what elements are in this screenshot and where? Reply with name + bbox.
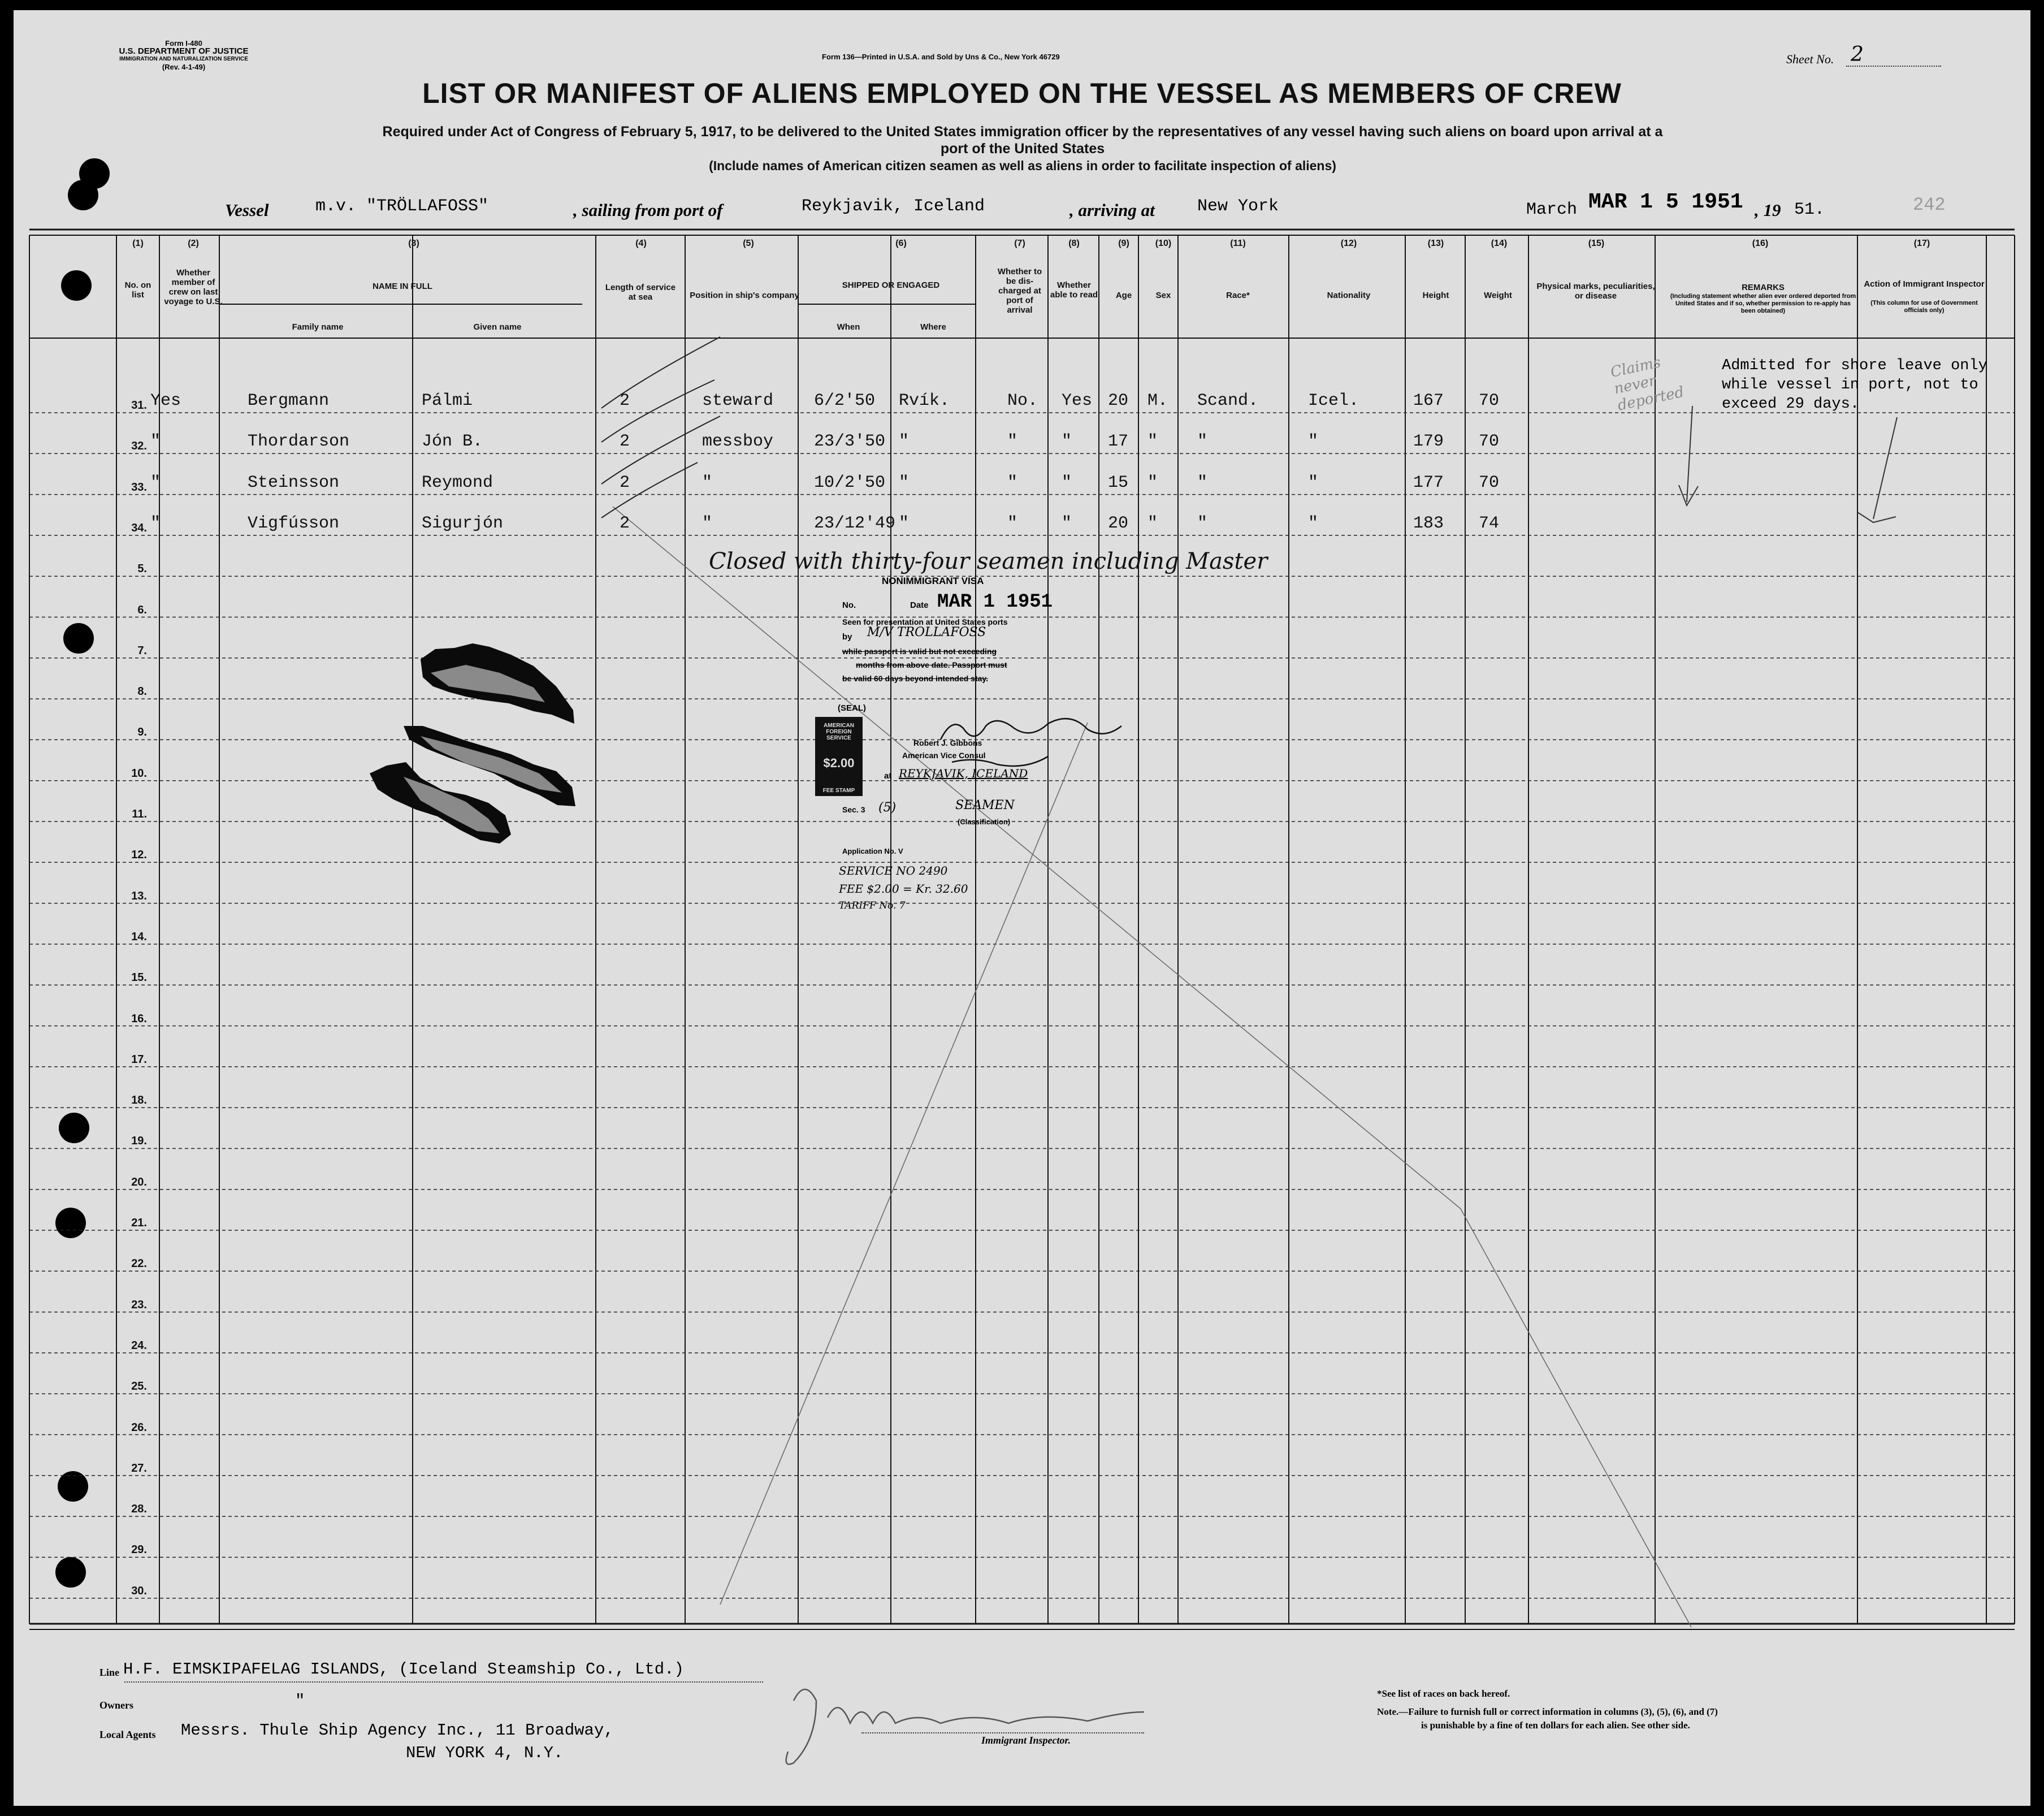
hdr-shipped-engaged: SHIPPED OR ENGAGED: [842, 280, 940, 290]
cell-given: Sigurjón: [422, 513, 504, 533]
row-number: 26.: [131, 1421, 147, 1434]
sheet-no: 2: [1851, 43, 1864, 66]
cell-when: 23/3'50: [814, 432, 886, 452]
col-num-2: (2): [188, 239, 199, 248]
visa-fee: FEE $2.00 = Kr. 32.60: [839, 882, 968, 896]
row-number: 16.: [131, 1012, 147, 1025]
cell-discharged: No.: [1007, 391, 1038, 410]
cell-member: ": [150, 473, 161, 492]
col-num-13: (13): [1427, 239, 1444, 248]
row-number: 27.: [131, 1462, 147, 1475]
cell-race: ": [1197, 432, 1208, 452]
visa-sec-label: Sec. 3: [842, 805, 865, 814]
hdr-member-last-voyage: Whether member of crew on last voyage to U.S.: [164, 268, 223, 306]
cell-length: 2: [620, 513, 630, 533]
fee-stamp-top: AMERICAN FOREIGN SERVICE: [824, 723, 854, 741]
visa-title: NONIMMIGRANT VISA: [882, 576, 984, 586]
hdr-family-name: Family name: [292, 322, 344, 332]
form-id: Form I-480: [165, 39, 202, 47]
visa-class-label: (Classification): [958, 818, 1011, 826]
cell-sex: ": [1147, 513, 1158, 533]
cell-race: ": [1197, 513, 1208, 533]
page-number: 242: [1913, 194, 1946, 215]
row-number: 19.: [131, 1135, 147, 1148]
visa-at-label: at: [884, 771, 892, 781]
agents-line-2: NEW YORK 4, N.Y.: [406, 1744, 564, 1762]
hdr-height: Height: [1422, 291, 1449, 300]
hdr-weight: Weight: [1484, 291, 1512, 300]
hdr-race: Race*: [1226, 291, 1250, 300]
sailing-from-label: , sailing from port of: [573, 200, 723, 220]
cell-read: Yes: [1062, 391, 1093, 410]
cell-given: Jón B.: [422, 432, 483, 452]
row-number: 6.: [137, 603, 147, 616]
col-num-8: (8): [1068, 239, 1080, 248]
cell-family: Steinsson: [248, 473, 340, 492]
remarks-line-2: while vessel in port, not to: [1722, 377, 1978, 394]
col-num-11: (11): [1230, 239, 1246, 248]
subtitle-line-3: (Include names of American citizen seamen as well as aliens in order to facilitate inspection of aliens): [709, 158, 1336, 173]
penalty-note-1: Note.—Failure to furnish full or correct information in columns (3), (5), (6), and (7): [1377, 1706, 1718, 1717]
visa-date-label: Date: [910, 600, 929, 610]
printer-line: Form 136—Printed in U.S.A. and Sold by Uns & Co., New York 46729: [822, 53, 1060, 61]
cell-when: 23/12'49: [814, 513, 896, 533]
hdr-nationality: Nationality: [1327, 291, 1371, 300]
col-num-1: (1): [132, 239, 144, 248]
cell-age: 20: [1108, 391, 1129, 410]
visa-line-2: while passport is valid but not exceeding: [842, 647, 997, 656]
row-number: 7.: [137, 644, 147, 657]
service-name: IMMIGRATION AND NATURALIZATION SERVICE: [119, 56, 248, 62]
year-prefix: , 19: [1755, 200, 1781, 220]
col-num-6: (6): [895, 239, 907, 248]
sailing-from: Reykjavik, Iceland: [802, 197, 985, 216]
row-number: 23.: [131, 1298, 147, 1311]
inspector-rule: [861, 1732, 1144, 1733]
cell-member: ": [150, 513, 161, 533]
cell-age: 15: [1108, 473, 1129, 492]
arrival-month: March: [1526, 200, 1578, 219]
visa-date: MAR 1 1951: [937, 591, 1053, 613]
col-num-16: (16): [1752, 239, 1769, 248]
cell-sex: ": [1147, 432, 1158, 452]
races-note: *See list of races on back hereof.: [1377, 1688, 1510, 1699]
cell-discharged: ": [1007, 473, 1018, 492]
cell-height: 179: [1413, 432, 1444, 452]
cell-age: 20: [1108, 513, 1129, 533]
cell-read: ": [1062, 432, 1072, 452]
cell-when: 6/2'50: [814, 391, 876, 410]
cell-where: ": [899, 513, 910, 533]
row-number: 13.: [131, 889, 147, 902]
row-number: 31.: [131, 399, 147, 412]
visa-by-value: M/V TROLLAFOSS: [867, 625, 986, 639]
cell-sex: ": [1147, 473, 1158, 492]
hdr-action-note: (This column for use of Government officials only): [1870, 300, 1978, 314]
hdr-age: Age: [1115, 291, 1132, 300]
cell-length: 2: [620, 432, 630, 452]
department: U.S. DEPARTMENT OF JUSTICE: [119, 46, 249, 56]
cell-length: 2: [620, 473, 630, 492]
sheet-no-label: Sheet No.: [1786, 52, 1834, 66]
cell-weight: 70: [1479, 391, 1500, 410]
cell-read: ": [1062, 513, 1072, 533]
line-label: Line: [99, 1667, 120, 1678]
cell-where: ": [899, 473, 910, 492]
inspector-label: Immigrant Inspector.: [981, 1735, 1071, 1746]
arriving-at: New York: [1197, 197, 1279, 216]
cell-given: Reymond: [422, 473, 493, 492]
vessel-name: m.v. "TRÖLLAFOSS": [315, 197, 489, 216]
col-num-3: (3): [408, 239, 419, 248]
visa-line-1: Seen for presentation at United States ports: [842, 617, 1008, 626]
closing-note: Closed with thirty-four seamen including Master: [709, 548, 1268, 574]
visa-seal: (SEAL): [838, 703, 866, 713]
cell-height: 177: [1413, 473, 1444, 492]
row-number: 28.: [131, 1503, 147, 1516]
line-rule: [124, 1681, 763, 1683]
hdr-remarks-note: (Including statement whether alien ever ordered deported from United States and if so, whether permission to re-apply has been obtained): [1670, 293, 1856, 314]
row-number: 18.: [131, 1094, 147, 1107]
cell-nationality: ": [1308, 473, 1319, 492]
arriving-label: , arriving at: [1069, 200, 1155, 220]
agents-line-1: Messrs. Thule Ship Agency Inc., 11 Broadway,: [181, 1721, 614, 1740]
col-num-7: (7): [1014, 239, 1025, 248]
cell-when: 10/2'50: [814, 473, 886, 492]
visa-consul: American Vice Consul: [902, 751, 986, 760]
manifest-sheet: [14, 10, 2030, 1806]
row-number: 20.: [131, 1175, 147, 1188]
subtitle-line-1: Required under Act of Congress of February 5, 1917, to be delivered to the United States immigration officer by the representatives of any vessel having such aliens on board upon arrival at a: [382, 124, 1663, 140]
cell-member: Yes: [150, 391, 181, 410]
col-num-17: (17): [1913, 239, 1930, 248]
row-number: 17.: [131, 1053, 147, 1066]
cell-position: messboy: [702, 432, 774, 452]
cell-given: Pálmi: [422, 391, 473, 410]
cell-height: 183: [1413, 513, 1444, 533]
cell-family: Vigfússon: [248, 513, 340, 533]
hdr-when: When: [837, 322, 860, 332]
form-rev: (Rev. 4-1-49): [162, 63, 206, 71]
hdr-sex: Sex: [1155, 291, 1171, 300]
visa-service-no: SERVICE NO 2490: [839, 864, 948, 877]
row-number: 22.: [131, 1257, 147, 1270]
cell-where: ": [899, 432, 910, 452]
visa-at-value: REYKJAVIK, ICELAND: [899, 767, 1028, 780]
remarks-text: [1722, 356, 1987, 414]
col-num-12: (12): [1340, 239, 1357, 248]
row-number: 29.: [131, 1543, 147, 1556]
cell-discharged: ": [1007, 513, 1018, 533]
owners-label: Owners: [99, 1700, 133, 1711]
cell-nationality: ": [1308, 432, 1319, 452]
cell-race: Scand.: [1197, 391, 1259, 410]
cell-member: ": [150, 432, 161, 452]
row-number: 8.: [137, 685, 147, 698]
visa-tariff: TARIFF No. 7: [839, 900, 906, 911]
cell-height: 167: [1413, 391, 1444, 410]
hdr-able-to-read: Whether able to read: [1050, 280, 1098, 300]
col-num-4: (4): [635, 239, 647, 248]
col-num-15: (15): [1588, 239, 1605, 248]
cell-age: 17: [1108, 432, 1129, 452]
owners-value: ": [295, 1692, 305, 1710]
col-num-10: (10): [1155, 239, 1172, 248]
cell-position: ": [702, 513, 713, 533]
cell-discharged: ": [1007, 432, 1018, 452]
line-value: H.F. EIMSKIPAFELAG ISLANDS, (Iceland Steamship Co., Ltd.): [123, 1660, 684, 1679]
visa-by-label: by: [842, 632, 852, 642]
row-number: 25.: [131, 1380, 147, 1393]
row-number: 33.: [131, 481, 147, 494]
visa-line-3: months from above date. Passport must: [856, 660, 1007, 669]
cell-nationality: ": [1308, 513, 1319, 533]
cell-family: Bergmann: [248, 391, 330, 410]
subtitle-line-2: port of the United States: [940, 141, 1105, 157]
row-number: 12.: [131, 849, 147, 862]
arrival-date-stamp: MAR 1 5 1951: [1588, 190, 1743, 214]
visa-classification: SEAMEN: [955, 798, 1015, 812]
hdr-remarks: REMARKS: [1742, 283, 1785, 292]
visa-signer: Robert J. Gibbons: [913, 738, 982, 747]
fee-stamp-value: $2.00: [823, 756, 855, 770]
hdr-given-name: Given name: [473, 322, 522, 332]
cell-race: ": [1197, 473, 1208, 492]
cell-nationality: Icel.: [1308, 391, 1359, 410]
agents-label: Local Agents: [99, 1729, 156, 1740]
row-number: 34.: [131, 521, 147, 534]
hdr-position: Position in ship's company: [690, 291, 799, 300]
row-number: 10.: [131, 767, 147, 780]
fee-stamp: [815, 717, 863, 796]
hdr-name-in-full: NAME IN FULL: [373, 282, 432, 291]
row-number: 14.: [131, 930, 147, 943]
visa-app-label: Application No. V: [842, 847, 903, 855]
visa-no-label: No.: [842, 600, 856, 610]
cell-position: steward: [702, 391, 774, 410]
cell-sex: M.: [1147, 391, 1168, 410]
remarks-handwritten: Claims never deported: [1609, 353, 1686, 414]
col-num-5: (5): [743, 239, 754, 248]
page-title: LIST OR MANIFEST OF ALIENS EMPLOYED ON THE VESSEL AS MEMBERS OF CREW: [422, 77, 1622, 109]
cell-weight: 70: [1479, 473, 1500, 492]
penalty-note-2: is punishable by a fine of ten dollars for each alien. See other side.: [1421, 1720, 1690, 1731]
col-num-9: (9): [1118, 239, 1129, 248]
cell-weight: 74: [1479, 513, 1500, 533]
visa-sec-value: (5): [878, 801, 897, 815]
hdr-length-service: Length of service at sea: [605, 283, 676, 302]
cell-read: ": [1062, 473, 1072, 492]
row-number: 32.: [131, 440, 147, 453]
row-number: 30.: [131, 1584, 147, 1597]
col-num-14: (14): [1491, 239, 1508, 248]
cell-where: Rvík.: [899, 391, 950, 410]
cell-length: 2: [620, 391, 630, 410]
hdr-physical: Physical marks, peculiarities, or disease: [1536, 282, 1655, 301]
remarks-line-3: exceed 29 days.: [1722, 396, 1860, 413]
hdr-where: Where: [920, 322, 946, 332]
row-number: 21.: [131, 1217, 147, 1229]
row-number: 5.: [137, 563, 147, 576]
vessel-label: Vessel: [225, 200, 269, 220]
visa-line-4: be valid 60 days beyond intended stay.: [842, 674, 989, 683]
cell-family: Thordarson: [248, 432, 350, 452]
row-number: 11.: [132, 808, 147, 820]
hdr-no-on-list: No. on list: [124, 280, 151, 300]
row-number: 15.: [131, 971, 147, 984]
arrival-year: 51.: [1794, 200, 1825, 219]
fee-stamp-bottom: FEE STAMP: [822, 788, 855, 794]
cell-position: ": [702, 473, 713, 492]
row-number: 9.: [137, 726, 147, 739]
hdr-action: Action of Immigrant Inspector: [1864, 279, 1985, 289]
row-number: 24.: [131, 1339, 147, 1352]
remarks-line-1: Admitted for shore leave only: [1722, 357, 1987, 374]
hdr-discharged: Whether to be dis- charged at port of arrival: [997, 267, 1042, 315]
cell-weight: 70: [1479, 432, 1500, 452]
